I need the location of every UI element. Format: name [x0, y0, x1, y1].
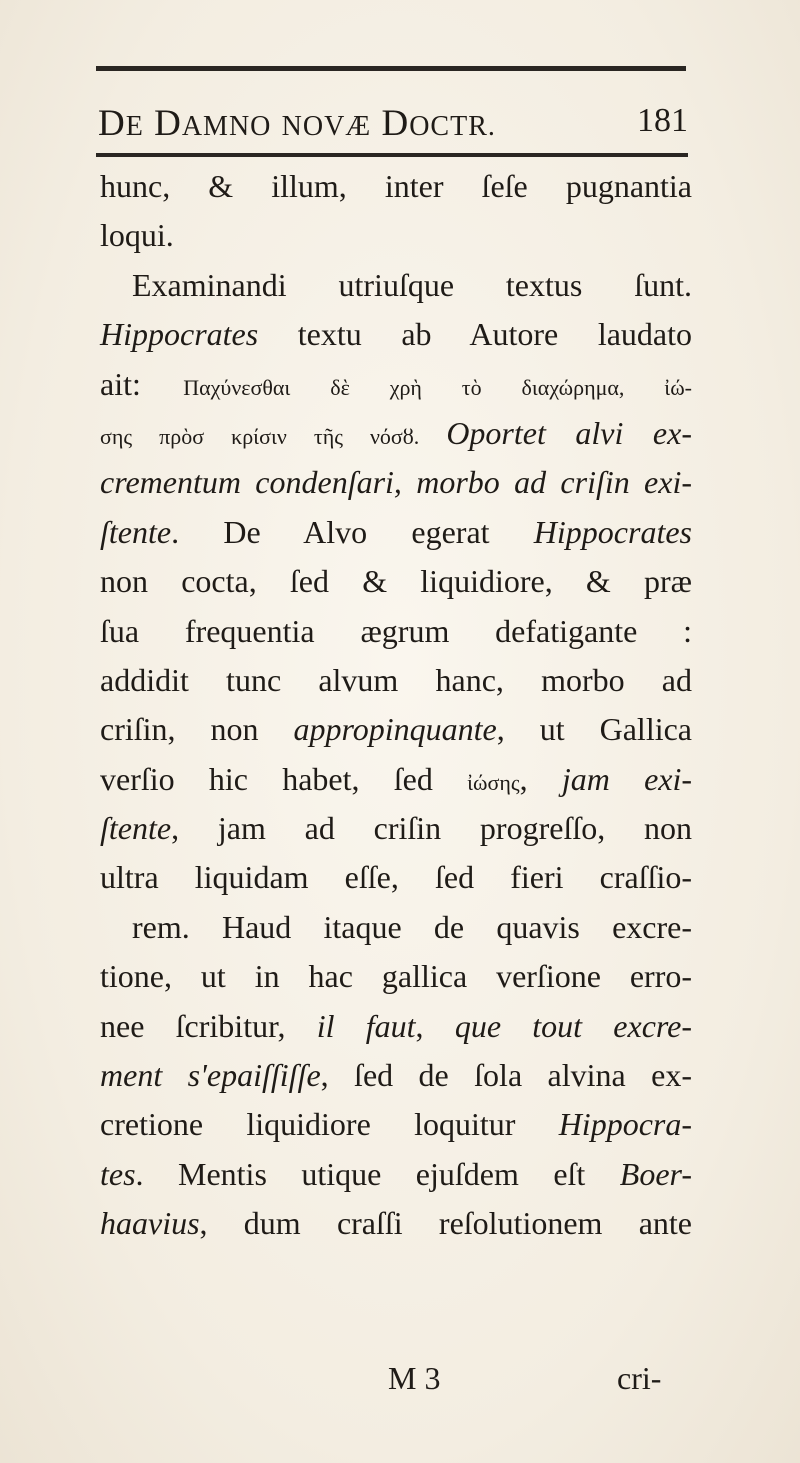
text-segment: ,: [415, 1007, 455, 1044]
text-segment: appropinquante: [293, 711, 497, 748]
head-rule: [96, 153, 688, 157]
greek-text: σης πρὸσ κρίσιν τῆς νόσȣ.: [100, 423, 447, 449]
text-line: [100, 755, 692, 804]
greek-text: Παχύνεσθαι δὲ χρὴ τὸ διαχώρημα, ἰώ-: [183, 374, 692, 400]
body-text: [100, 162, 692, 1249]
text-segment: Hippocra-: [558, 1106, 692, 1143]
text-segment: ment s'epaiſſiſſe: [100, 1057, 321, 1094]
text-segment: , ſed de ſola alvina ex-: [320, 1057, 693, 1094]
text-segment: il faut: [316, 1007, 416, 1044]
catchword: cri-: [617, 1360, 662, 1396]
text-segment: Boer-: [619, 1155, 692, 1192]
text-line: [100, 409, 692, 458]
title-rest-1: E: [125, 111, 144, 142]
text-line: [100, 1002, 692, 1051]
text-line: [100, 1051, 692, 1100]
title-rest-2: AMNO: [181, 111, 272, 142]
text-line: loqui.: [100, 217, 174, 254]
text-line: [100, 804, 692, 853]
text-segment: ſtente: [100, 513, 172, 550]
text-segment: textu ab Autore laudato: [258, 316, 692, 353]
text-segment: , jam ad criſin progreſſo, non: [171, 810, 692, 847]
text-segment: crementum condenſari, morbo ad criſin exi-: [100, 464, 692, 501]
title-initial-1: D: [98, 103, 126, 144]
text-segment: haavius: [100, 1205, 200, 1242]
title-initial-4: D: [381, 103, 410, 144]
text-line: ultra liquidam eſſe, ſed fieri craſſio-: [100, 859, 692, 896]
text-segment: verſio hic habet, ſed: [100, 760, 468, 797]
top-rule: [96, 66, 686, 71]
text-line: rem. Haud itaque de quavis excre-: [132, 908, 692, 945]
text-line: ſua frequentia ægrum defatigante :: [100, 612, 692, 649]
text-segment: ait:: [100, 365, 184, 402]
text-line: [100, 1199, 692, 1248]
text-segment: que tout excre-: [454, 1007, 693, 1044]
text-line: [100, 1100, 692, 1149]
page-number: 181: [637, 102, 688, 139]
text-line: hunc, & illum, inter ſeſe pugnantia: [100, 168, 692, 204]
signature-mark: M 3: [388, 1360, 441, 1396]
page-footer: [0, 1360, 800, 1410]
text-segment: , dum craſſi reſolutionem ante: [199, 1205, 692, 1242]
text-segment: ,: [519, 760, 562, 797]
text-segment: nee ſcribitur,: [100, 1007, 317, 1044]
text-segment: tes: [100, 1155, 136, 1192]
text-segment: . Mentis utique ejuſdem eſt: [135, 1155, 620, 1192]
text-line: [100, 508, 692, 557]
text-line: [100, 1150, 692, 1199]
text-segment: , ut Gallica: [496, 711, 692, 748]
title-initial-2: D: [154, 103, 182, 144]
text-segment: ſtente: [100, 810, 172, 847]
text-segment: jam exi-: [561, 760, 693, 797]
text-line: non cocta, ſed & liquidiore, & præ: [100, 563, 692, 600]
text-line: [100, 458, 692, 507]
text-segment: Hippocrates: [100, 316, 259, 353]
title-rest-4: OCTR.: [409, 111, 496, 142]
text-segment: . De Alvo egerat: [171, 513, 534, 550]
greek-text: ἰώσης: [467, 769, 520, 795]
text-segment: Oportet alvi ex-: [446, 414, 692, 451]
text-line: [100, 360, 692, 409]
running-head: [98, 102, 688, 152]
title-word-3: NOVÆ: [281, 111, 372, 142]
text-line: Examinandi utriuſque textus ſunt.: [132, 266, 692, 303]
text-line: [100, 310, 692, 359]
text-line: addidit tunc alvum hanc, morbo ad: [100, 661, 692, 698]
text-segment: cretione liquidiore loquitur: [100, 1106, 559, 1143]
text-segment: Hippocrates: [533, 513, 692, 550]
text-line: [100, 705, 692, 754]
text-segment: criſin, non: [100, 711, 294, 748]
text-line: tione, ut in hac gallica verſione erro-: [100, 958, 692, 995]
running-head-title: [98, 102, 496, 145]
